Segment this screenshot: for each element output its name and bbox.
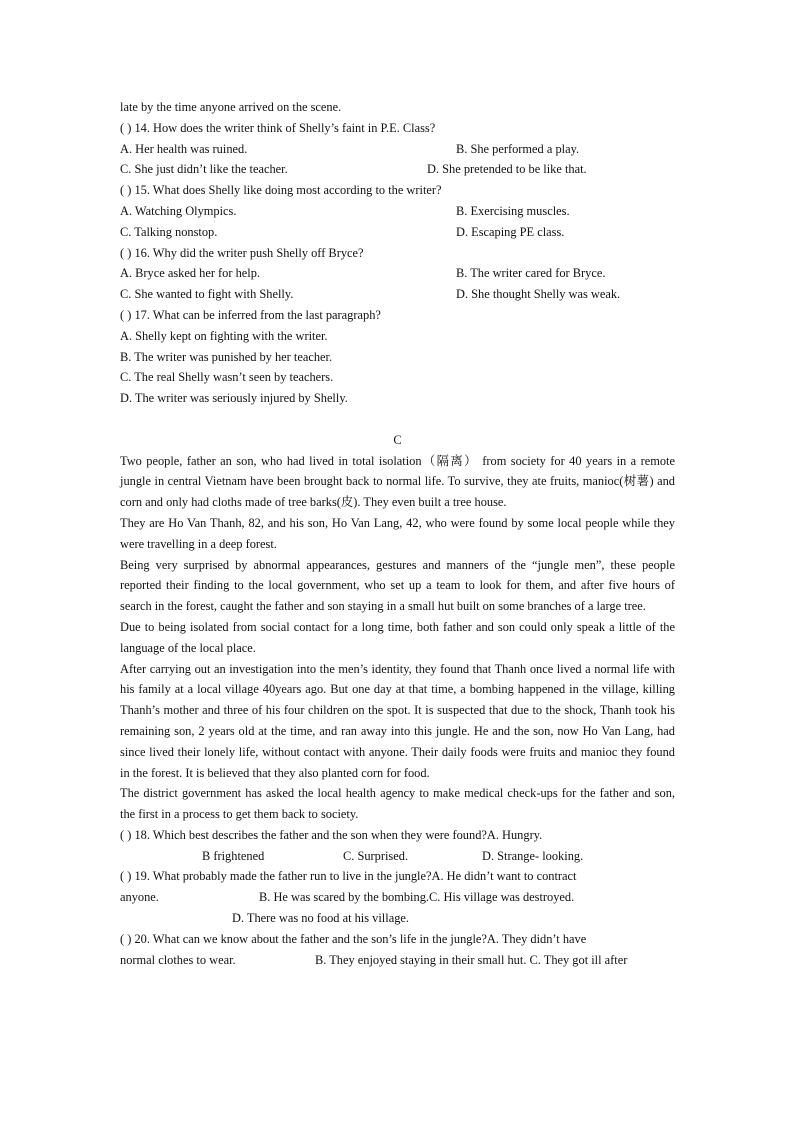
question-14-option-a: A. Her health was ruined. [120, 141, 248, 156]
question-17-stem: ( ) 17. What can be inferred from the last paragraph? [120, 307, 381, 322]
question-18-option-b: B frightened [202, 848, 265, 863]
question-15-option-a: A. Watching Olympics. [120, 203, 237, 218]
question-19-options-b-c: B. He was scared by the bombing.C. His village was destroyed. [259, 890, 575, 905]
question-15-options-row-1 [120, 201, 675, 222]
question-20-options-b-c: B. They enjoyed staying in their small hut. C. They got ill after [315, 952, 628, 967]
question-16-option-b: B. The writer cared for Bryce. [456, 266, 606, 281]
question-18-option-d: D. Strange- looking. [482, 848, 584, 863]
question-17-option-a: A. Shelly kept on fighting with the writer. [120, 328, 328, 343]
question-15-options-row-2 [120, 222, 675, 243]
question-16-options-row-2 [120, 284, 675, 305]
question-17-option-b: B. The writer was punished by her teacher. [120, 349, 333, 364]
question-15-option-b: B. Exercising muscles. [456, 203, 570, 218]
question-15-option-d: D. Escaping PE class. [456, 224, 565, 239]
question-14-stem: ( ) 14. How does the writer think of Shelly’s faint in P.E. Class? [120, 120, 436, 135]
question-14-options-row-1 [120, 139, 675, 160]
question-18-stem: ( ) 18. Which best describes the father and the son when they were found?A. Hungry. [120, 827, 543, 842]
question-16-option-d: D. She thought Shelly was weak. [456, 287, 621, 302]
question-20-option-a-end: normal clothes to wear. [120, 952, 236, 967]
passage-paragraph-2: They are Ho Van Thanh, 82, and his son, Ho Van Lang, 42, who were found by some local people while they were travelling in a deep forest. [120, 515, 675, 551]
question-18-options [120, 846, 675, 867]
question-15-stem: ( ) 15. What does Shelly like doing most according to the writer? [120, 183, 442, 198]
question-15-option-c: C. Talking nonstop. [120, 224, 218, 239]
question-14-options-row-2 [120, 159, 675, 180]
question-20-line-1: ( ) 20. What can we know about the father and the son’s life in the jungle?A. They didn’t have [120, 931, 587, 946]
question-14-option-d: D. She pretended to be like that. [427, 162, 587, 177]
passage-paragraph-3: Being very surprised by abnormal appearances, gestures and manners of the “jungle men”, these people reported their finding to the local government, who set up a team to look for them, and after five hours of search in the forest, caught the father and son staying in a small hut built on some branches of a large tree. [120, 557, 675, 614]
passage-paragraph-4: Due to being isolated from social contact for a long time, both father and son could only speak a little of the language of the local place. [120, 619, 675, 655]
passage-paragraph-1: Two people, father an son, who had lived in total isolation（隔离） from society for 40 years in a remote jungle in central Vietnam have been brought back to normal life. To survive, they ate fruits, manioc(树薯) and corn and only had cloths made of tree barks(皮). They even built a tree house. [120, 453, 675, 510]
question-16-options-row-1 [120, 263, 675, 284]
question-16-stem: ( ) 16. Why did the writer push Shelly off Bryce? [120, 245, 364, 260]
question-19-line-2 [120, 887, 675, 908]
question-14-option-b: B. She performed a play. [456, 141, 580, 156]
question-16-option-a: A. Bryce asked her for help. [120, 266, 261, 281]
question-19-anyone: anyone. [120, 890, 159, 905]
question-16-option-c: C. She wanted to fight with Shelly. [120, 287, 294, 302]
question-14-option-c: C. She just didn’t like the teacher. [120, 162, 288, 177]
continued-text: late by the time anyone arrived on the scene. [120, 100, 342, 114]
section-spacer [120, 409, 675, 430]
passage-paragraph-6: The district government has asked the local health agency to make medical check-ups for the father and son, the first in a process to get them back to society. [120, 786, 675, 822]
question-18-option-c: C. Surprised. [343, 848, 409, 863]
worksheet-page [120, 97, 675, 970]
question-17-option-c: C. The real Shelly wasn’t seen by teachers. [120, 370, 334, 385]
question-17-option-d: D. The writer was seriously injured by Shelly. [120, 391, 348, 406]
question-19-option-d: D. There was no food at his village. [232, 911, 409, 926]
section-heading: C [393, 432, 402, 447]
question-20-line-2 [120, 950, 675, 971]
passage-paragraph-5: After carrying out an investigation into the men’s identity, they found that Thanh once lived a normal life with his family at a local village 40years ago. But one day at that time, a bombing happened in the village, killing Thanh’s mother and three of his four children on the spot. It is suspected that due to the shock, Thanh took his remaining son, 2 years old at the time, and ran away into this jungle. He and the son, now Ho Van Lang, had since lived their lonely life, without contact with anyone. Their daily foods were fruits and manioc they found in the forest. It is believed that they also planted corn for food. [120, 661, 675, 780]
question-19-line-1: ( ) 19. What probably made the father run to live in the jungle?A. He didn’t want to contract [120, 869, 577, 884]
